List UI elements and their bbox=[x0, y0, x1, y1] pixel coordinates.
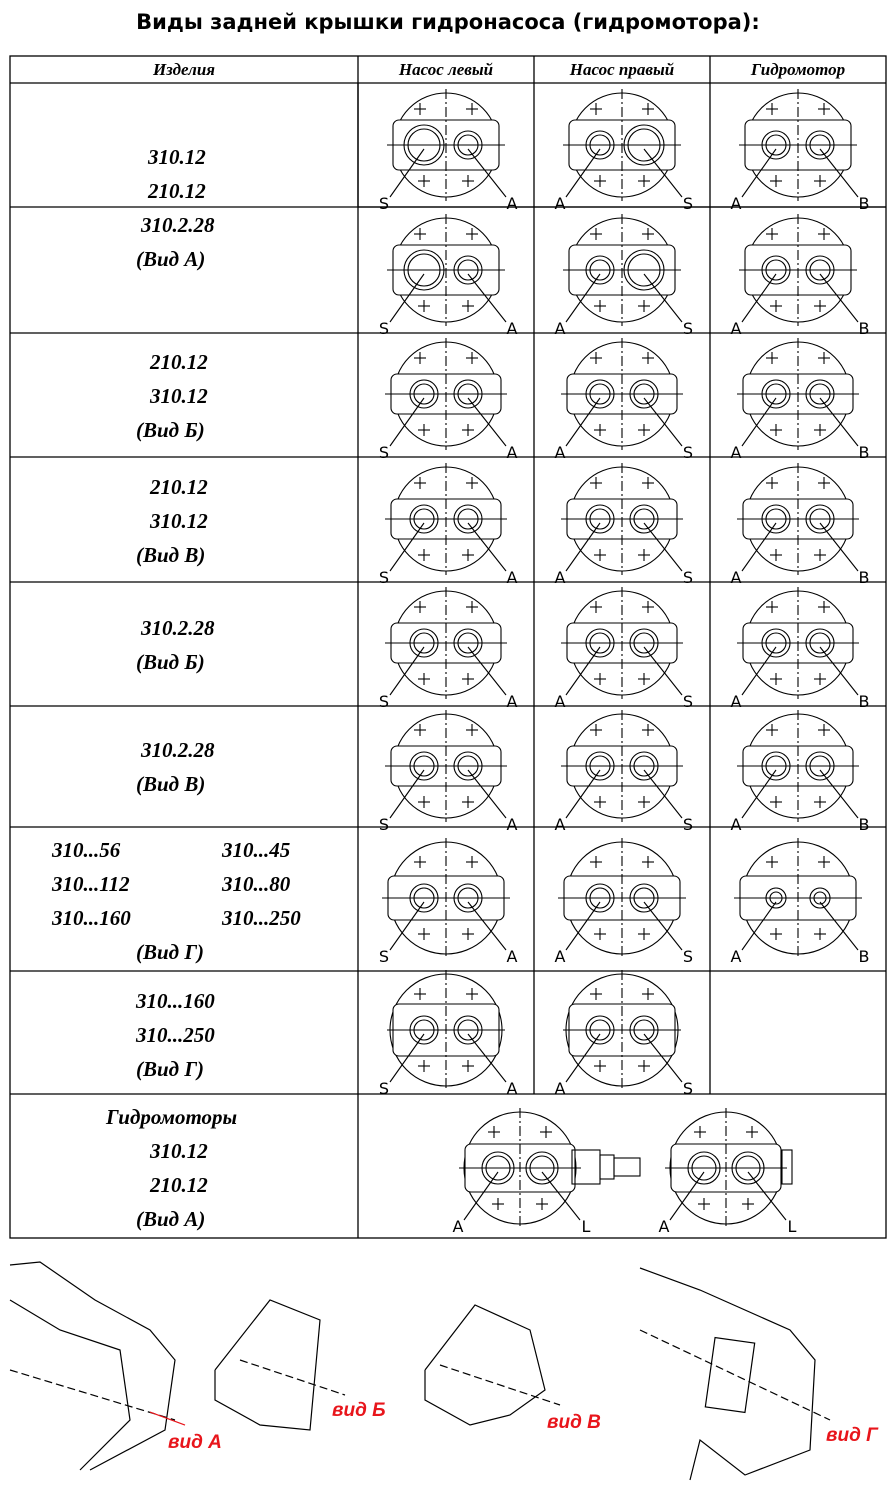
port-label: B bbox=[858, 568, 870, 587]
cover-view-drawing bbox=[379, 214, 518, 338]
cover-view-drawing bbox=[555, 970, 694, 1098]
port-label: B bbox=[858, 443, 870, 462]
product-code: 310.12 bbox=[148, 145, 206, 169]
port-label: A bbox=[730, 443, 742, 462]
port-label: S bbox=[682, 947, 694, 966]
port-label: A bbox=[554, 947, 566, 966]
cover-view-drawing bbox=[555, 710, 694, 834]
port-label: S bbox=[378, 692, 390, 711]
port-label: A bbox=[554, 194, 566, 213]
pump-view-b-drawing bbox=[215, 1300, 320, 1430]
cover-view-drawing bbox=[379, 587, 518, 711]
row-3-products bbox=[136, 470, 286, 572]
header-pump-left: Насос левый bbox=[398, 60, 494, 79]
port-label: A bbox=[506, 1079, 518, 1098]
port-label: S bbox=[378, 568, 390, 587]
product-code: 310.12 bbox=[150, 509, 208, 533]
header-motor: Гидромотор bbox=[750, 60, 846, 79]
port-label: A bbox=[506, 443, 518, 462]
cover-view-drawing bbox=[379, 89, 518, 213]
cover-view-drawing bbox=[379, 710, 518, 834]
port-label: A bbox=[506, 947, 518, 966]
port-label: S bbox=[378, 815, 390, 834]
row-6-view bbox=[136, 935, 286, 969]
view-ref: (Вид Г) bbox=[136, 940, 205, 964]
product-code: 210.12 bbox=[148, 179, 206, 203]
product-code: 310.2.28 bbox=[141, 738, 215, 762]
view-ref: (Вид А) bbox=[136, 247, 206, 271]
port-label: B bbox=[858, 319, 870, 338]
view-label-a: вид А bbox=[168, 1432, 222, 1453]
port-label: A bbox=[730, 568, 742, 587]
port-label: A bbox=[506, 815, 518, 834]
cover-view-drawing bbox=[555, 463, 694, 587]
port-label: A bbox=[554, 319, 566, 338]
row-2-products bbox=[136, 345, 286, 447]
product-code: 310.2.28 bbox=[141, 213, 215, 237]
port-label: A bbox=[554, 692, 566, 711]
port-label: A bbox=[506, 692, 518, 711]
view-ref: (Вид Б) bbox=[136, 650, 205, 674]
port-label: B bbox=[858, 692, 870, 711]
cover-view-drawing bbox=[659, 1108, 797, 1236]
port-label: S bbox=[682, 692, 694, 711]
pump-view-g-drawing bbox=[640, 1268, 815, 1480]
view-ref: (Вид В) bbox=[136, 543, 206, 567]
pump-view-a-drawing bbox=[10, 1300, 130, 1470]
port-label: A bbox=[554, 568, 566, 587]
product-code: 310.2.28 bbox=[141, 616, 215, 640]
port-label: S bbox=[682, 194, 694, 213]
port-label: S bbox=[682, 319, 694, 338]
port-label: A bbox=[452, 1217, 464, 1236]
port-label: S bbox=[378, 1079, 390, 1098]
product-family: Гидромоторы bbox=[106, 1105, 238, 1129]
port-label: B bbox=[858, 815, 870, 834]
product-code: 310.12 bbox=[150, 1139, 208, 1163]
port-label: L bbox=[581, 1217, 591, 1236]
port-label: B bbox=[858, 194, 870, 213]
port-label: A bbox=[730, 194, 742, 213]
pump-view-v-drawing bbox=[425, 1305, 545, 1425]
port-label: L bbox=[787, 1217, 797, 1236]
port-label: A bbox=[554, 815, 566, 834]
product-code: 310...160 bbox=[52, 906, 131, 930]
port-label: A bbox=[506, 194, 518, 213]
port-label: A bbox=[730, 319, 742, 338]
view-label-g: вид Г bbox=[826, 1425, 878, 1446]
port-label: S bbox=[378, 194, 390, 213]
end-cover-plate bbox=[705, 1338, 754, 1413]
product-code: 310...112 bbox=[52, 872, 130, 896]
cover-view-drawing bbox=[453, 1108, 591, 1236]
cover-view-drawing bbox=[379, 338, 518, 462]
row-5-products bbox=[136, 733, 286, 801]
port-label: A bbox=[506, 568, 518, 587]
view-ref: (Вид Б) bbox=[136, 418, 205, 442]
row-6-products-right bbox=[222, 833, 342, 935]
port-label: A bbox=[506, 319, 518, 338]
product-code: 210.12 bbox=[150, 475, 208, 499]
cover-view-drawing bbox=[555, 838, 694, 966]
product-code: 310...250 bbox=[136, 1023, 215, 1047]
port-label: A bbox=[730, 815, 742, 834]
view-label-b: вид Б bbox=[332, 1400, 386, 1421]
view-ref: (Вид Г) bbox=[136, 1057, 205, 1081]
view-label-v: вид В bbox=[547, 1412, 601, 1433]
port-label: A bbox=[554, 1079, 566, 1098]
port-label: A bbox=[730, 692, 742, 711]
cover-view-drawing bbox=[555, 338, 694, 462]
view-ref: (Вид А) bbox=[136, 1207, 206, 1231]
port-label: S bbox=[378, 443, 390, 462]
product-code: 310...160 bbox=[136, 989, 215, 1013]
port-label: S bbox=[378, 319, 390, 338]
cover-view-drawing bbox=[731, 587, 870, 711]
cover-view-drawing bbox=[379, 463, 518, 587]
row-8-products bbox=[106, 1100, 306, 1236]
product-code: 310.12 bbox=[150, 384, 208, 408]
port-label: B bbox=[858, 947, 870, 966]
cover-view-drawing bbox=[731, 710, 870, 834]
product-code: 310...80 bbox=[222, 872, 291, 896]
cover-view-drawing bbox=[731, 338, 870, 462]
view-ref: (Вид В) bbox=[136, 772, 206, 796]
cover-view-drawing bbox=[731, 214, 870, 338]
cover-view-drawing bbox=[555, 214, 694, 338]
header-pump-right: Насос правый bbox=[569, 60, 675, 79]
cover-view-drawing bbox=[731, 463, 870, 587]
port-label: A bbox=[730, 947, 742, 966]
cover-view-drawing bbox=[731, 89, 870, 213]
cover-view-drawing bbox=[555, 587, 694, 711]
product-code: 210.12 bbox=[150, 1173, 208, 1197]
page-title: Виды задней крышки гидронасоса (гидромотора): bbox=[136, 10, 760, 34]
port-label: S bbox=[682, 1079, 694, 1098]
cover-view-drawing bbox=[731, 838, 870, 966]
product-code: 310...56 bbox=[52, 838, 121, 862]
row-1-products bbox=[136, 140, 286, 276]
row-7-products bbox=[136, 984, 286, 1086]
port-label: S bbox=[378, 947, 390, 966]
port-label: A bbox=[554, 443, 566, 462]
product-code: 310...45 bbox=[222, 838, 291, 862]
pump-view-a-drawing bbox=[10, 1262, 175, 1470]
product-code: 210.12 bbox=[150, 350, 208, 374]
port-label: S bbox=[682, 815, 694, 834]
row-4-products bbox=[136, 611, 286, 679]
row-6-products-left bbox=[52, 833, 172, 935]
cover-view-drawing bbox=[555, 89, 694, 213]
port-label: S bbox=[682, 568, 694, 587]
port-label: S bbox=[682, 443, 694, 462]
product-code: 310...250 bbox=[222, 906, 301, 930]
cover-view-drawing bbox=[379, 838, 518, 966]
header-products: Изделия bbox=[152, 60, 216, 79]
port-label: A bbox=[658, 1217, 670, 1236]
cover-view-drawing bbox=[379, 970, 518, 1098]
